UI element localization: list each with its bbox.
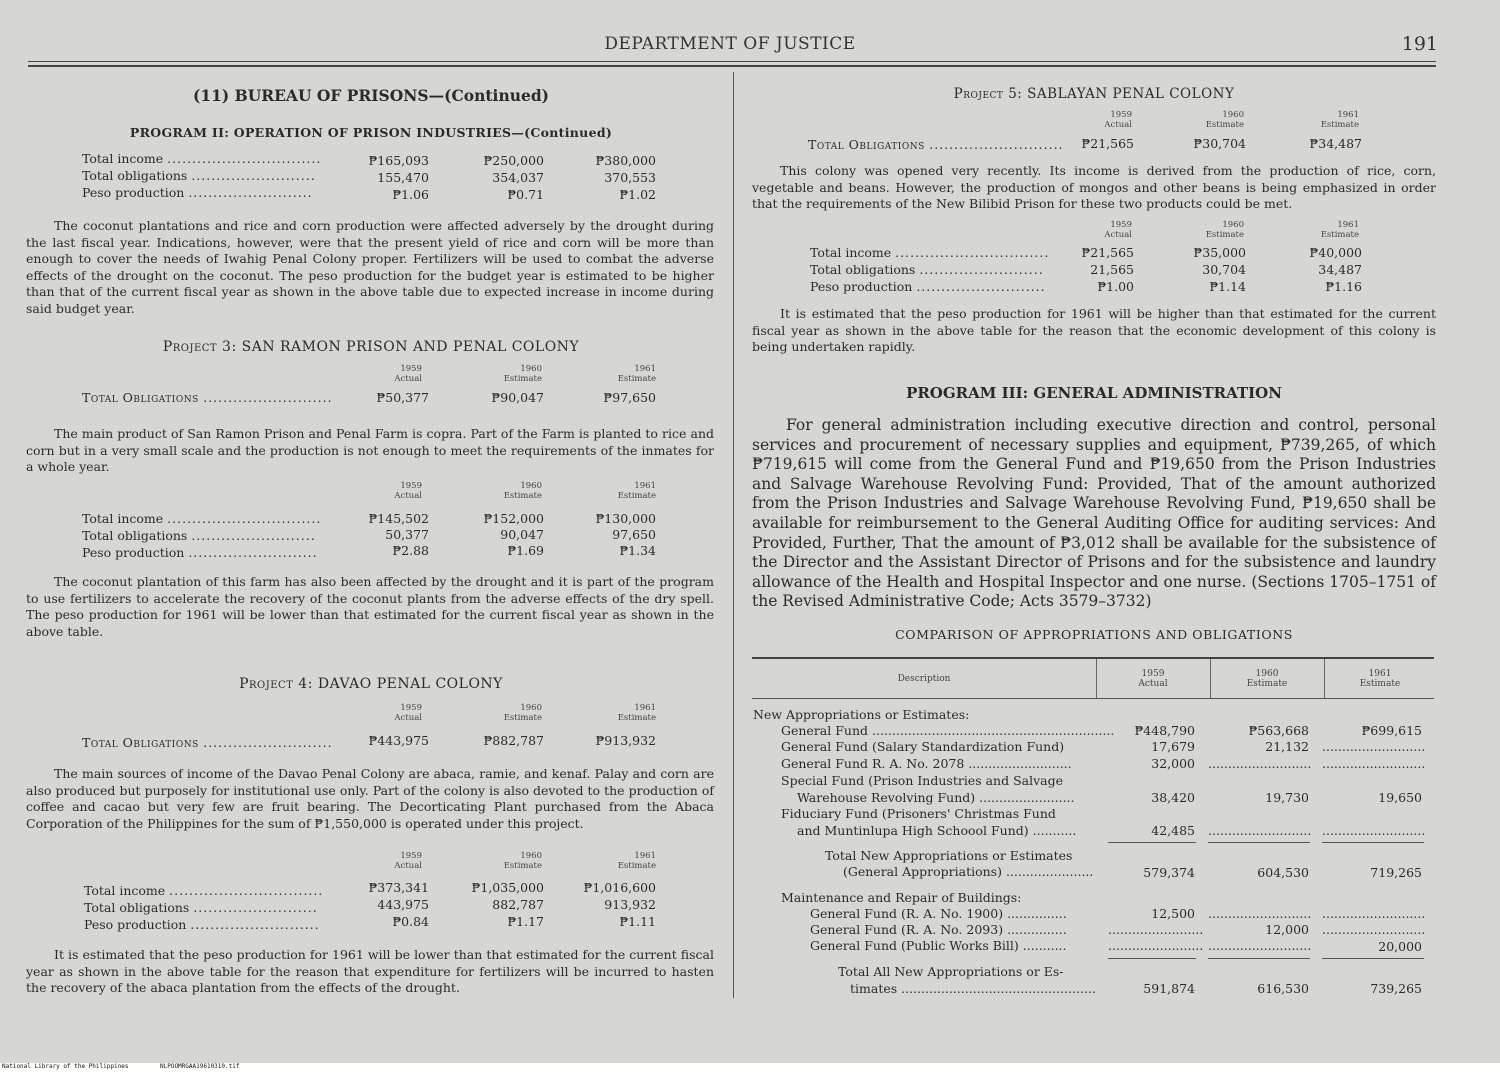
table-header-rule — [752, 698, 1434, 699]
year-label: 1961 — [634, 703, 656, 713]
table-cell: ₱373,341 — [368, 880, 429, 895]
project3-title: Project 3: SAN RAMON PRISON AND PENAL COLONY — [162, 339, 580, 355]
column-header-1961 — [1324, 669, 1436, 689]
header-rule-double — [28, 65, 1436, 67]
table-cell-empty: .......................... — [1208, 938, 1312, 953]
table-cell: 42,485 — [1151, 823, 1195, 838]
table-cell: ₱448,790 — [1134, 723, 1195, 738]
total-obligations-label: Total Obligations .......................... — [82, 390, 333, 405]
table-cell: 370,553 — [604, 170, 656, 185]
year-sublabel: Estimate — [617, 713, 656, 723]
table-cell: ₱1.69 — [507, 543, 544, 558]
table-cell: ₱380,000 — [595, 153, 656, 168]
table-cell: 17,679 — [1151, 739, 1195, 754]
table-cell: 21,132 — [1265, 739, 1309, 754]
table-cell: ₱1.34 — [619, 543, 656, 558]
year-label: 1961 — [634, 481, 656, 491]
year-label: 1959 — [1141, 669, 1165, 679]
section-label: Maintenance and Repair of Buildings: — [781, 890, 1022, 905]
table-row-label: General Fund R. A. No. 2078 .......................... — [781, 756, 1072, 771]
table-row-label: Peso production .......................... — [84, 917, 320, 932]
year-sublabel: Estimate — [503, 374, 542, 384]
table-cell: 354,037 — [492, 170, 544, 185]
year-sublabel: Estimate — [1205, 230, 1244, 240]
table-row-label: General Fund (Public Works Bill) ........... — [810, 938, 1067, 953]
year-sublabel: Estimate — [1246, 679, 1288, 689]
table-cell: ₱21,565 — [1081, 245, 1134, 260]
total-label: Total New Appropriations or Estimates — [825, 848, 1073, 863]
table-row-label: Total income ............................... — [82, 511, 322, 526]
table-cell: ₱50,377 — [376, 390, 429, 405]
table-cell: ₱97,650 — [603, 390, 656, 405]
table-cell-empty: .......................... — [1208, 756, 1312, 771]
table-cell: 90,047 — [500, 527, 544, 542]
sum-rule — [1108, 958, 1196, 959]
table-cell-empty: .......................... — [1322, 922, 1426, 937]
table-cell: ₱1.06 — [392, 187, 429, 202]
grand-total-label: Total All New Appropriations or Es- — [838, 964, 1064, 979]
year-label: 1960 — [520, 364, 542, 374]
paragraph: It is estimated that the peso production for 1961 will be higher than that estimated for the current fiscal year as shown in the above table for the reason that the economic development of this colony is being undertaken rapidly. — [752, 306, 1436, 354]
table-cell: 97,650 — [612, 527, 656, 542]
year-sublabel: Estimate — [617, 861, 656, 871]
project5-title: Project 5: SABLAYAN PENAL COLONY — [953, 86, 1235, 102]
table-row-label: Peso production ......................... — [82, 185, 313, 200]
table-cell: 155,470 — [377, 170, 429, 185]
year-sublabel: Estimate — [1359, 679, 1401, 689]
table-cell: ₱40,000 — [1309, 245, 1362, 260]
table-cell: ₱1.11 — [619, 914, 656, 929]
table-row-label: General Fund ............................................................. — [781, 723, 1115, 738]
table-cell: ₱152,000 — [483, 511, 544, 526]
table-cell: 579,374 — [1143, 865, 1195, 880]
year-label: 1959 — [1110, 110, 1132, 120]
table-cell: ₱0.84 — [392, 914, 429, 929]
year-label: 1961 — [634, 851, 656, 861]
year-label: 1959 — [400, 364, 422, 374]
table-row-label: General Fund (R. A. No. 1900) ............... — [810, 906, 1067, 921]
year-sublabel: Actual — [1104, 120, 1132, 130]
year-sublabel: Estimate — [503, 491, 542, 501]
table-cell: ₱699,615 — [1361, 723, 1422, 738]
sum-rule — [1322, 842, 1424, 843]
bureau-title: (11) BUREAU OF PRISONS—(Continued) — [192, 86, 550, 105]
total-obligations-label: Total Obligations .......................... — [82, 735, 333, 750]
total-label: (General Appropriations) ...................... — [843, 864, 1094, 879]
table-cell: ₱165,093 — [368, 153, 429, 168]
table-row-label: General Fund (Salary Standardization Fund) — [781, 739, 1065, 754]
table-cell: ₱145,502 — [368, 511, 429, 526]
library-credit: National Library of the Philippines — [2, 1063, 129, 1070]
year-label: 1960 — [520, 481, 542, 491]
total-obligations-label: Total Obligations ........................... — [808, 137, 1064, 152]
year-label: 1959 — [400, 481, 422, 491]
year-label: 1960 — [520, 851, 542, 861]
table-cell: 19,730 — [1265, 790, 1309, 805]
column-header-1960 — [1210, 669, 1324, 689]
year-sublabel: Actual — [394, 491, 422, 501]
year-sublabel: Estimate — [503, 861, 542, 871]
table-cell: 21,565 — [1090, 262, 1134, 277]
table-cell: 34,487 — [1318, 262, 1362, 277]
table-cell: 50,377 — [385, 527, 429, 542]
year-sublabel: Estimate — [617, 491, 656, 501]
table-row-label: Special Fund (Prison Industries and Salvage — [781, 773, 1064, 788]
table-row-label: Total obligations ......................... — [810, 262, 1044, 277]
table-cell: ₱0.71 — [507, 187, 544, 202]
paragraph: The coconut plantation of this farm has also been affected by the drought and it is part of the program to use fertilizers to accelerate the recovery of the coconut plants from the adverse effects of the dry spell. The peso production for 1961 will be lower than that estimated for the current fiscal year as shown in the above table. — [26, 574, 714, 639]
comparison-title: COMPARISON OF APPROPRIATIONS AND OBLIGATIONS — [895, 627, 1293, 642]
paragraph: The coconut plantations and rice and corn production were affected adversely by the drought during the last fiscal year. Indications, however, were that the present yield of rice and corn will be more than enough to cover the needs of Iwahig Penal Colony proper. Fertilizers will be used to combat the adverse effects of the drought on the coconut. The peso production for the budget year is estimated to be higher than that of the current fiscal year as shown in the above table due to expected increase in income during said budget year. — [26, 218, 714, 316]
table-row-label: Total income ............................... — [810, 245, 1050, 260]
year-sublabel: Actual — [1138, 679, 1168, 689]
table-row-label: and Muntinlupa High Schoool Fund) ........... — [797, 823, 1077, 838]
table-row-label: Total obligations ......................... — [84, 900, 318, 915]
table-cell: 30,704 — [1202, 262, 1246, 277]
table-cell-empty: .......................... — [1208, 906, 1312, 921]
table-row-label: General Fund (R. A. No. 2093) ............... — [810, 922, 1067, 937]
table-row-label: Peso production .......................... — [810, 279, 1046, 294]
section-label: New Appropriations or Estimates: — [753, 707, 970, 722]
table-cell: 882,787 — [492, 897, 544, 912]
table-cell: ₱1.02 — [619, 187, 656, 202]
table-cell: ₱1,016,600 — [583, 880, 656, 895]
table-cell: 913,932 — [604, 897, 656, 912]
table-cell: ₱2.88 — [392, 543, 429, 558]
file-name: NLPOOMRGAA19610310.tif — [160, 1063, 240, 1070]
table-cell: 443,975 — [377, 897, 429, 912]
table-cell-empty: .......................... — [1322, 823, 1426, 838]
table-cell-empty: .......................... — [1322, 906, 1426, 921]
year-sublabel: Estimate — [1320, 120, 1359, 130]
program3-title: PROGRAM III: GENERAL ADMINISTRATION — [906, 384, 1282, 402]
year-label: 1960 — [520, 703, 542, 713]
year-label: 1959 — [400, 851, 422, 861]
year-sublabel: Actual — [1104, 230, 1132, 240]
sum-rule — [1322, 958, 1424, 959]
column-header-1959 — [1096, 669, 1210, 689]
paragraph: It is estimated that the peso production for 1961 will be lower than that estimated for the current fiscal year as shown in the above table for the reason that expenditure for fertilizers will be incurred to hasten the recovery of the abaca plantation from the effects of the drought. — [26, 947, 714, 995]
year-sublabel: Estimate — [1320, 230, 1359, 240]
year-sublabel: Estimate — [503, 713, 542, 723]
table-row-label: Warehouse Revolving Fund) ........................ — [797, 790, 1075, 805]
year-label: 1961 — [634, 364, 656, 374]
table-cell: ₱90,047 — [491, 390, 544, 405]
table-cell: 19,650 — [1378, 790, 1422, 805]
program2-title: PROGRAM II: OPERATION OF PRISON INDUSTRIES—(Continued) — [129, 125, 613, 140]
year-sublabel: Estimate — [1205, 120, 1244, 130]
table-cell: 38,420 — [1151, 790, 1195, 805]
year-label: 1961 — [1337, 110, 1359, 120]
table-cell: ₱130,000 — [595, 511, 656, 526]
table-cell-empty: ........................ — [1108, 938, 1204, 953]
table-cell: ₱1,035,000 — [471, 880, 544, 895]
year-label: 1960 — [1222, 220, 1244, 230]
paragraph: The main sources of income of the Davao Penal Colony are abaca, ramie, and kenaf. Palay and corn are also produced but purposely for institutional use only. Part of the colony is also devoted to the production of coffee and cacao but very few are fruit bearing. The Decorticating Plant purchased from the Abaca Corporation of the Philippines for the sum of ₱1,550,000 is operated under this project. — [26, 766, 714, 831]
table-cell: 739,265 — [1370, 981, 1422, 996]
column-header-description: Description — [897, 674, 951, 684]
table-cell: ₱1.16 — [1325, 279, 1362, 294]
table-cell: 20,000 — [1378, 939, 1422, 954]
paragraph: The main product of San Ramon Prison and Penal Farm is copra. Part of the Farm is planted to rice and corn but in a very small scale and the production is not enough to meet the requirements of the inmates for a whole year. — [26, 426, 714, 474]
table-top-rule — [752, 657, 1434, 659]
table-cell-empty: ........................ — [1108, 922, 1204, 937]
table-cell: ₱34,487 — [1309, 136, 1362, 151]
header-rule — [28, 61, 1436, 62]
year-sublabel: Actual — [394, 374, 422, 384]
table-cell: ₱882,787 — [483, 733, 544, 748]
page-number: 191 — [1401, 33, 1438, 55]
table-cell: ₱250,000 — [483, 153, 544, 168]
sum-rule — [1208, 958, 1310, 959]
column-divider — [733, 72, 734, 998]
table-row-label: Total obligations ......................... — [82, 528, 316, 543]
table-row-label: Fiduciary Fund (Prisoners' Christmas Fund — [781, 806, 1056, 821]
table-cell-empty: .......................... — [1322, 756, 1426, 771]
year-sublabel: Actual — [394, 713, 422, 723]
table-cell: ₱30,704 — [1193, 136, 1246, 151]
year-label: 1960 — [1255, 669, 1279, 679]
year-label: 1960 — [1222, 110, 1244, 120]
table-row-label: Total income ............................... — [82, 151, 322, 166]
table-cell: 591,874 — [1143, 981, 1195, 996]
sum-rule — [1108, 842, 1196, 843]
table-cell: ₱563,668 — [1248, 723, 1309, 738]
sum-rule — [1208, 842, 1310, 843]
table-row-label: Total obligations ......................... — [82, 168, 316, 183]
year-label: 1961 — [1337, 220, 1359, 230]
grand-total-label: timates ................................................. — [850, 981, 1096, 996]
table-cell: 604,530 — [1257, 865, 1309, 880]
year-sublabel: Actual — [394, 861, 422, 871]
table-cell: ₱443,975 — [368, 733, 429, 748]
year-label: 1959 — [1110, 220, 1132, 230]
table-cell: 12,500 — [1151, 906, 1195, 921]
table-row-label: Total income ............................... — [84, 883, 324, 898]
table-cell: ₱1.17 — [507, 914, 544, 929]
year-label: 1959 — [400, 703, 422, 713]
year-label: 1961 — [1368, 669, 1392, 679]
table-cell-empty: .......................... — [1322, 739, 1426, 754]
table-cell: 719,265 — [1370, 865, 1422, 880]
scan-footer — [0, 1063, 1500, 1072]
table-cell: 616,530 — [1257, 981, 1309, 996]
program3-paragraph: For general administration including executive direction and control, personal services and procurement of necessary supplies and equipment, ₱739,265, of which ₱719,615 will come from the General Fund and ₱19,650 from the Prison Industries and Salvage Warehouse Revolving Fund: Provided, That of the amount authorized from the Prison Industries and Salvage Warehouse Revolving Fund, ₱19,650 shall be available for reimbursement to the General Auditing Office for auditing services: And Provided, Further, That the amount of ₱3,012 shall be available for the subsistence of the Director and the Assistant Director of Prisons and for the subsistence and laundry allowance of the Health and Hospital Inspector and one nurse. (Sections 1705–1751 of the Revised Administrative Code; Acts 3579–3732) — [752, 416, 1436, 611]
table-cell: ₱913,932 — [595, 733, 656, 748]
table-cell: ₱1.14 — [1209, 279, 1246, 294]
table-cell-empty: .......................... — [1208, 823, 1312, 838]
paragraph: This colony was opened very recently. Its income is derived from the production of rice, corn, vegetable and beans. However, the production of mongos and other beans is being emphasized in order that the requirements of the New Bilibid Prison for these two products could be met. — [752, 163, 1436, 211]
running-header: DEPARTMENT OF JUSTICE — [604, 34, 856, 54]
project4-title: Project 4: DAVAO PENAL COLONY — [239, 676, 503, 692]
table-row-label: Peso production .......................... — [82, 545, 318, 560]
table-cell: 12,000 — [1265, 922, 1309, 937]
table-cell: ₱35,000 — [1193, 245, 1246, 260]
table-cell: ₱1.00 — [1097, 279, 1134, 294]
table-cell: ₱21,565 — [1081, 136, 1134, 151]
year-sublabel: Estimate — [617, 374, 656, 384]
table-cell: 32,000 — [1151, 756, 1195, 771]
